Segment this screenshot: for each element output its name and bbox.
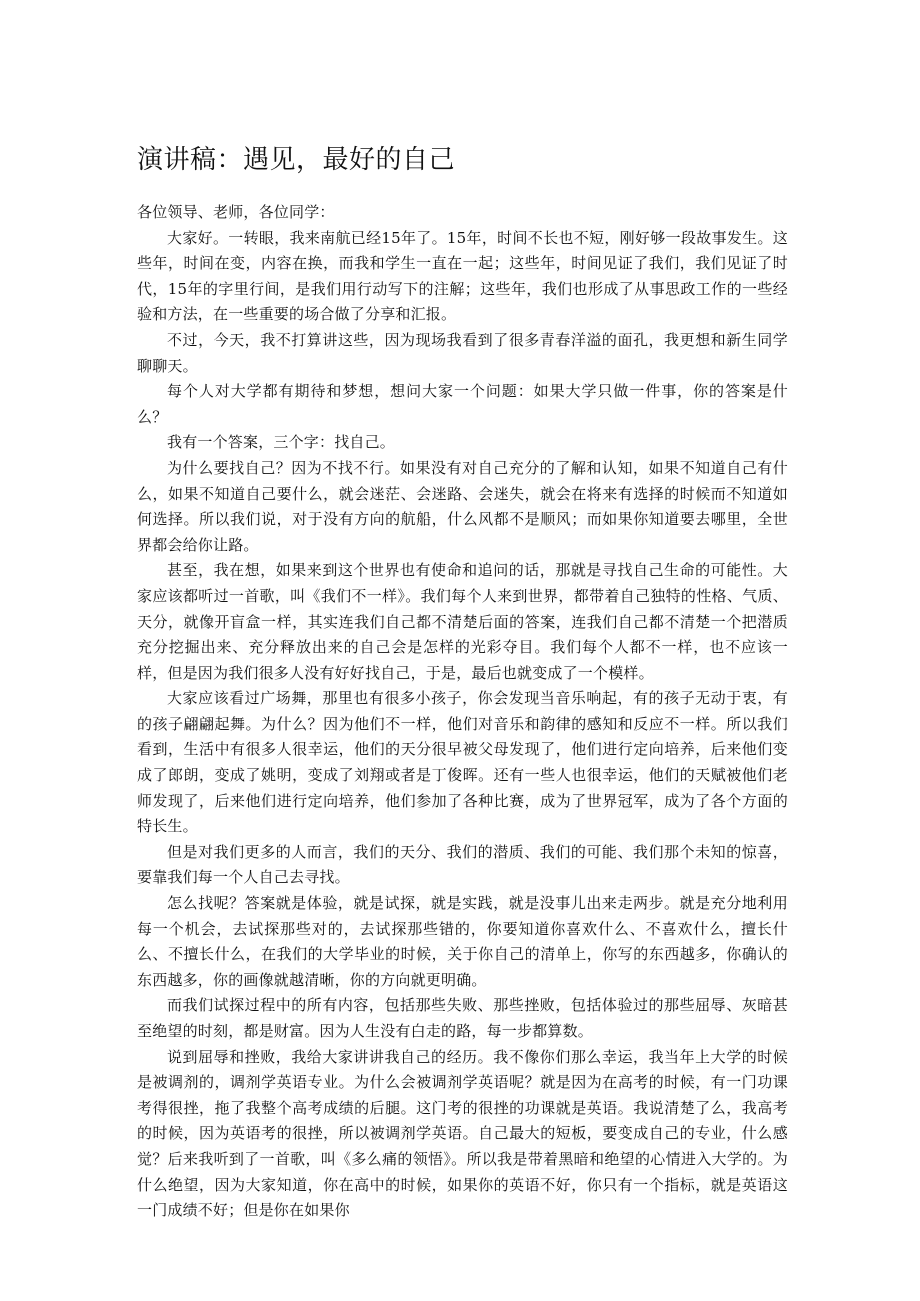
paragraph: 不过，今天，我不打算讲这些，因为现场我看到了很多青春洋溢的面孔，我更想和新生同学聊聊天。	[137, 330, 788, 375]
paragraph: 大家应该看过广场舞，那里也有很多小孩子，你会发现当音乐响起，有的孩子无动于衷，有的孩子翩翩起舞。为什么？因为他们不一样，他们对音乐和韵律的感知和反应不一样。所以我们看到，生活中有很多人很幸运，他们的天分很早被父母发现了，他们进行定向培养，后来他们变成了郎朗，变成了姚明，变成了刘翔或者是丁俊晖。还有一些人也很幸运，他们的天赋被他们老师发现了，后来他们进行定向培养，他们参加了各种比赛，成为了世界冠军，成为了各个方面的特长生。	[137, 689, 788, 836]
paragraph: 为什么要找自己？因为不找不行。如果没有对自己充分的了解和认知，如果不知道自己有什么，如果不知道自己要什么，就会迷茫、会迷路、会迷失，就会在将来有选择的时候而不知道如何选择。所以我们说，对于没有方向的航船，什么风都不是顺风；而如果你知道要去哪里，全世界都会给你让路。	[137, 458, 788, 554]
paragraph: 而我们试探过程中的所有内容，包括那些失败、那些挫败，包括体验过的那些屈辱、灰暗甚至绝望的时刻，都是财富。因为人生没有白走的路，每一步都算数。	[137, 996, 788, 1040]
document-page	[137, 0, 788, 1301]
paragraph: 说到屈辱和挫败，我给大家讲讲我自己的经历。我不像你们那么幸运，我当年上大学的时候是被调剂的，调剂学英语专业。为什么会被调剂学英语呢？就是因为在高考的时候，有一门功课考得很挫，拖了我整个高考成绩的后腿。这门考的很挫的功课就是英语。我说清楚了么，我高考的时候，因为英语考的很挫，所以被调剂学英语。自己最大的短板，要变成自己的专业，什么感觉？后来我听到了一首歌，叫《多么痛的领悟》。所以我是带着黑暗和绝望的心情进入大学的。为什么绝望，因为大家知道，你在高中的时候，如果你的英语不好，你只有一个指标，就是英语这一门成绩不好；但是你在如果你	[137, 1047, 788, 1220]
paragraph: 甚至，我在想，如果来到这个世界也有使命和追问的话，那就是寻找自己生命的可能性。大家应该都听过一首歌，叫《我们不一样》。我们每个人来到世界，都带着自己独特的性格、气质、天分，就像开盲盒一样，其实连我们自己都不清楚后面的答案，连我们自己都不清楚一个把潜质充分挖掘出来、充分释放出来的自己会是怎样的光彩夺目。我们每个人都不一样，也不应该一样，但是因为我们很多人没有好好找自己，于是，最后也就变成了一个模样。	[137, 561, 788, 682]
document-body	[137, 200, 788, 1224]
paragraph: 但是对我们更多的人而言，我们的天分、我们的潜质、我们的可能、我们那个未知的惊喜，要靠我们每一个人自己去寻找。	[137, 842, 788, 887]
greeting-line: 各位领导、老师，各位同学：	[137, 203, 335, 221]
paragraph: 我有一个答案，三个字：找自己。	[167, 433, 396, 452]
paragraph: 大家好。一转眼，我来南航已经15年了。15年，时间不长也不短，刚好够一段故事发生。这些年，时间在变，内容在换，而我和学生一直在一起；这些年，时间见证了我们，我们见证了时代，15年的字里行间，是我们用行动写下的注解；这些年，我们也形成了从事思政工作的一些经验和方法，在一些重要的场合做了分享和汇报。	[137, 228, 788, 324]
paragraph: 每个人对大学都有期待和梦想，想问大家一个问题：如果大学只做一件事，你的答案是什么？	[137, 382, 788, 426]
paragraph: 怎么找呢？答案就是体验，就是试探，就是实践，就是没事儿出来走两步。就是充分地利用每一个机会，去试探那些对的，去试探那些错的，你要知道你喜欢什么、不喜欢什么，擅长什么、不擅长什么，在我们的大学毕业的时候，关于你自己的清单上，你写的东西越多，你确认的东西越多，你的画像就越清晰，你的方向就更明确。	[137, 894, 788, 989]
document-title: 演讲稿：遇见，最好的自己	[137, 145, 456, 175]
